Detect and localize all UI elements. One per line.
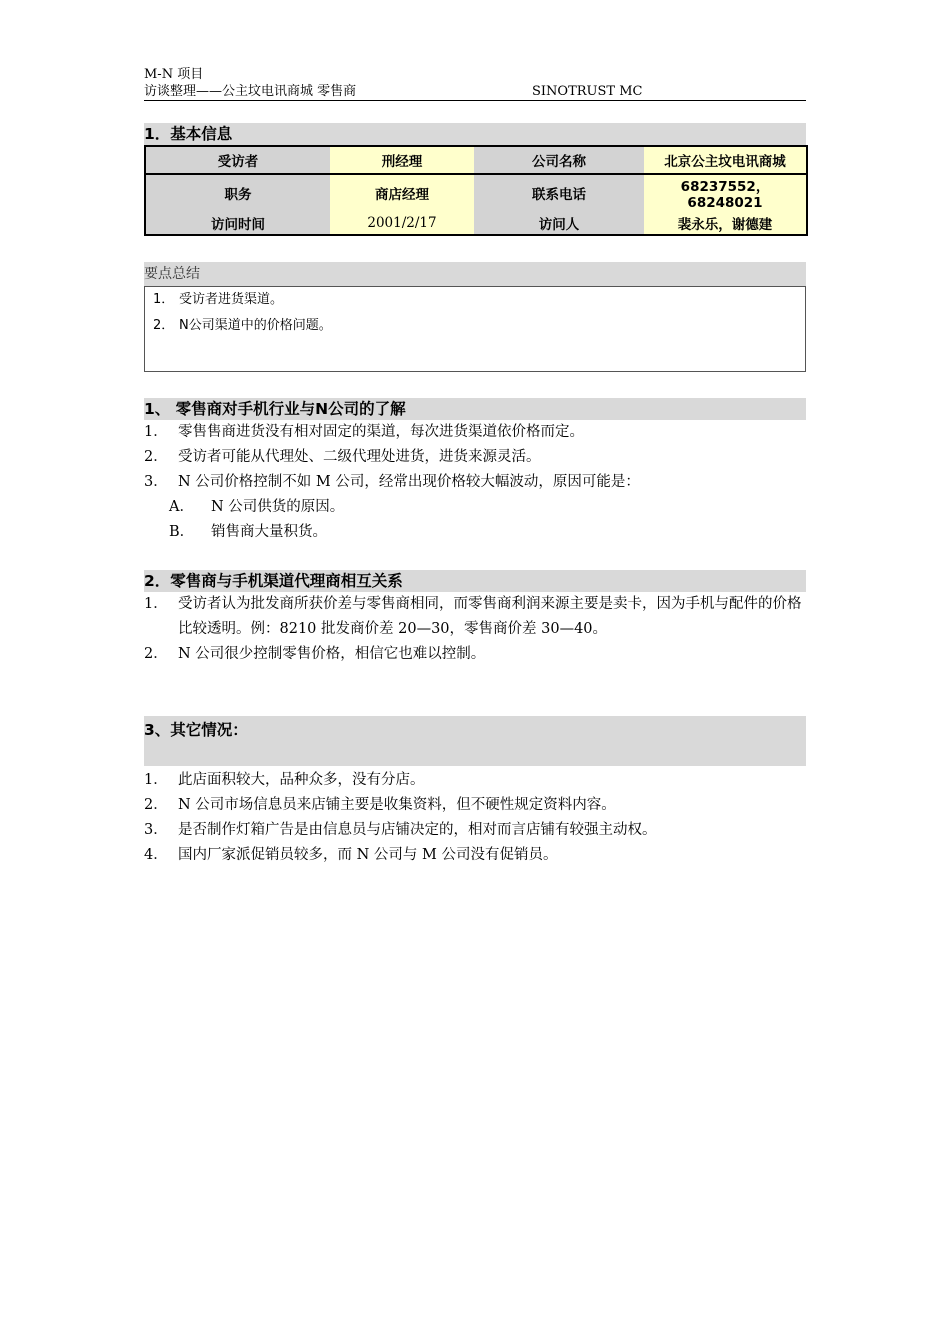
table-row [145, 146, 807, 174]
list-number: 2． [144, 797, 168, 813]
document-page [144, 66, 806, 868]
section-title-basic-info: 1．基本信息 [144, 123, 806, 145]
list-text: N 公司价格控制不如 M 公司，经常出现价格较大幅波动，原因可能是： [178, 474, 640, 490]
section-title-1: 1、 零售商对手机行业与N公司的了解 [144, 398, 806, 420]
interviewer-label: 访问人 [474, 211, 644, 235]
list-item [144, 642, 806, 667]
list-number: 1． [153, 292, 175, 307]
company-value: 北京公主坟电讯商城 [644, 146, 807, 174]
table-row [145, 211, 807, 235]
section-title-2: 2．零售商与手机渠道代理商相互关系 [144, 570, 806, 592]
list-number: 1． [144, 596, 168, 612]
position-value: 商店经理 [330, 174, 474, 211]
list-number: 3． [144, 474, 168, 490]
basic-info-table [144, 145, 808, 236]
date-label: 访问时间 [145, 211, 330, 235]
list-item [144, 592, 806, 642]
list-item [144, 843, 806, 868]
summary-title: 要点总结 [144, 262, 806, 286]
section1-list [144, 420, 806, 545]
list-text: N公司渠道中的价格问题。 [179, 318, 332, 333]
list-number: 2． [153, 318, 175, 333]
phone-value: 68237552，68248021 [644, 174, 807, 211]
list-number: 2． [144, 646, 168, 662]
date-value: 2001/2/17 [330, 211, 474, 235]
list-text: 此店面积较大，品种众多，没有分店。 [178, 772, 425, 788]
section-title-3: 3、其它情况： [144, 716, 806, 766]
interviewee-value: 刑经理 [330, 146, 474, 174]
list-item [144, 818, 806, 843]
list-text: N 公司很少控制零售价格，相信它也难以控制。 [178, 646, 486, 662]
list-number: 4． [144, 847, 168, 863]
header-subtitle-row [144, 83, 806, 101]
header-company: SINOTRUST MC [532, 84, 643, 99]
phone-label: 联系电话 [474, 174, 644, 211]
list-item [145, 287, 805, 313]
list-text: 国内厂家派促销员较多，而 N 公司与 M 公司没有促销员。 [178, 847, 558, 863]
list-item [145, 313, 805, 339]
list-number: 2． [144, 449, 168, 465]
header-subtitle: 访谈整理——公主坟电讯商城 零售商 [144, 84, 357, 99]
list-number: 1． [144, 424, 168, 440]
position-label: 职务 [145, 174, 330, 211]
list-number: 3． [144, 822, 168, 838]
list-text: N 公司供货的原因。 [211, 499, 345, 515]
summary-box [144, 286, 806, 372]
company-label: 公司名称 [474, 146, 644, 174]
list-text: 是否制作灯箱广告是由信息员与店铺决定的，相对而言店铺有较强主动权。 [178, 822, 657, 838]
list-number: A． [169, 499, 194, 515]
interviewee-label: 受访者 [145, 146, 330, 174]
list-text: 受访者认为批发商所获价差与零售商相同，而零售商利润来源主要是卖卡，因为手机与配件的价格比较透明。例：8210 批发商价差 20—30，零售商价差 30—40。 [178, 596, 802, 637]
header-project: M-N 项目 [144, 67, 204, 82]
section2-list [144, 592, 806, 667]
list-item [144, 420, 806, 445]
list-item [144, 768, 806, 793]
table-row [145, 174, 807, 211]
list-number: 1． [144, 772, 168, 788]
list-number: B． [169, 524, 195, 540]
list-item [144, 470, 806, 495]
interviewer-value: 裴永乐，谢德建 [644, 211, 807, 235]
list-text: 零售售商进货没有相对固定的渠道，每次进货渠道依价格而定。 [178, 424, 584, 440]
list-item [144, 445, 806, 470]
list-text: 受访者可能从代理处、二级代理处进货，进货来源灵活。 [178, 449, 541, 465]
list-text: 销售商大量积货。 [211, 524, 327, 540]
section3-list [144, 768, 806, 868]
list-item [144, 793, 806, 818]
list-text: N 公司市场信息员来店铺主要是收集资料，但不硬性规定资料内容。 [178, 797, 616, 813]
list-text: 受访者进货渠道。 [179, 292, 284, 307]
list-subitem [144, 495, 806, 520]
list-subitem [144, 520, 806, 545]
